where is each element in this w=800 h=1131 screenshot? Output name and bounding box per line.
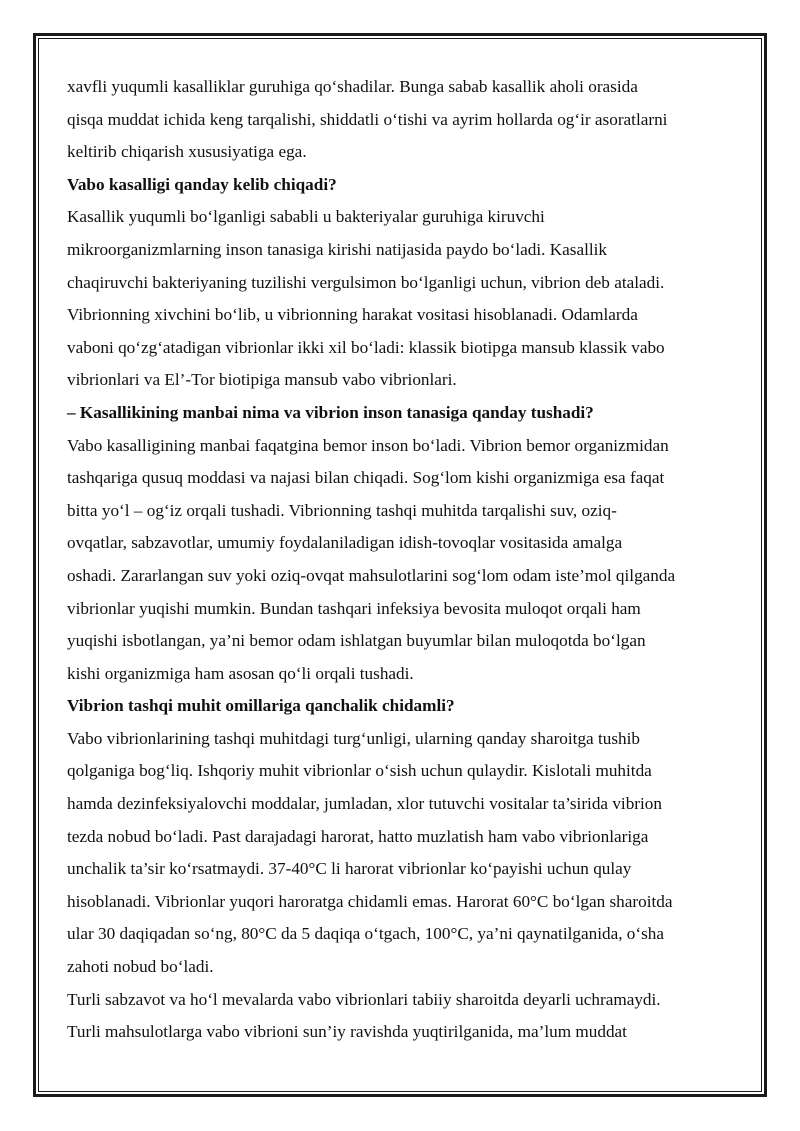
- document-body: [67, 71, 747, 1049]
- section-heading: Vabo kasalligi qanday kelib chiqadi?: [67, 174, 337, 194]
- text-line: keltirib chiqarish xususiyatiga ega.: [67, 142, 307, 162]
- section-heading: – Kasallikining manbai nima va vibrion inson tanasiga qanday tushadi?: [67, 402, 594, 422]
- section-heading: Vibrion tashqi muhit omillariga qanchalik chidamli?: [67, 696, 455, 716]
- text-line: qolganiga bog‘liq. Ishqoriy muhit vibrionlar o‘sish uchun qulaydir. Kislotali muhitda: [67, 761, 652, 781]
- text-line: ovqatlar, sabzavotlar, umumiy foydalaniladigan idish-tovoqlar vositasida amalga: [67, 533, 623, 553]
- text-line: zahoti nobud bo‘ladi.: [67, 957, 214, 977]
- text-line: yuqishi isbotlangan, ya’ni bemor odam ishlatgan buyumlar bilan muloqotda bo‘lgan: [67, 631, 646, 651]
- text-line: Vibrionning xivchini bo‘lib, u vibrionning harakat vositasi hisoblanadi. Odamlarda: [67, 305, 638, 325]
- text-line: tashqariga qusuq moddasi va najasi bilan chiqadi. Sog‘lom kishi organizmiga esa faqat: [67, 468, 665, 488]
- text-line: Kasallik yuqumli bo‘lganligi sababli u bakteriyalar guruhiga kiruvchi: [67, 207, 545, 227]
- text-line: hamda dezinfeksiyalovchi moddalar, jumladan, xlor tutuvchi vositalar ta’sirida vibrion: [67, 794, 662, 814]
- text-line: hisoblanadi. Vibrionlar yuqori haroratga chidamli emas. Harorat 60°C bo‘lgan sharoitda: [67, 891, 673, 911]
- text-line: vibrionlari va El’-Tor biotipiga mansub vabo vibrionlari.: [67, 370, 457, 390]
- text-line: mikroorganizmlarning inson tanasiga kirishi natijasida paydo bo‘ladi. Kasallik: [67, 239, 608, 259]
- text-line: vaboni qo‘zg‘atadigan vibrionlar ikki xil bo‘ladi: klassik biotipga mansub klassik vabo: [67, 337, 665, 357]
- text-line: Vabo vibrionlarining tashqi muhitdagi turg‘unligi, ularning qanday sharoitga tushib: [67, 728, 640, 748]
- text-line: Turli mahsulotlarga vabo vibrioni sun’iy ravishda yuqtirilganida, ma’lum muddat: [67, 1022, 627, 1042]
- text-line: kishi organizmiga ham asosan qo‘li orqali tushadi.: [67, 663, 414, 683]
- text-line: unchalik ta’sir ko‘rsatmaydi. 37-40°C li harorat vibrionlar ko‘payishi uchun qulay: [67, 859, 632, 879]
- text-line: tezda nobud bo‘ladi. Past darajadagi harorat, hatto muzlatish ham vabo vibrionlariga: [67, 826, 649, 846]
- text-line: ular 30 daqiqadan so‘ng, 80°C da 5 daqiqa o‘tgach, 100°C, ya’ni qaynatilganida, o‘sha: [67, 924, 665, 944]
- text-line: xavfli yuqumli kasalliklar guruhiga qo‘shadilar. Bunga sabab kasallik aholi orasida: [67, 77, 638, 96]
- text-line: bitta yo‘l – og‘iz orqali tushadi. Vibrionning tashqi muhitda tarqalishi suv, oziq-: [67, 500, 617, 520]
- text-line: Vabo kasalligining manbai faqatgina bemor inson bo‘ladi. Vibrion bemor organizmidan: [67, 435, 669, 455]
- text-line: Turli sabzavot va ho‘l mevalarda vabo vibrionlari tabiiy sharoitda deyarli uchramaydi.: [67, 989, 661, 1009]
- text-line: qisqa muddat ichida keng tarqalishi, shiddatli o‘tishi va ayrim hollarda og‘ir asoratlarni: [67, 109, 668, 129]
- text-line: chaqiruvchi bakteriyaning tuzilishi vergulsimon bo‘lganligi uchun, vibrion deb ataladi.: [67, 272, 665, 292]
- text-line: vibrionlar yuqishi mumkin. Bundan tashqari infeksiya bevosita muloqot orqali ham: [67, 598, 641, 618]
- text-line: oshadi. Zararlangan suv yoki oziq-ovqat mahsulotlarini sog‘lom odam iste’mol qilganda: [67, 565, 676, 585]
